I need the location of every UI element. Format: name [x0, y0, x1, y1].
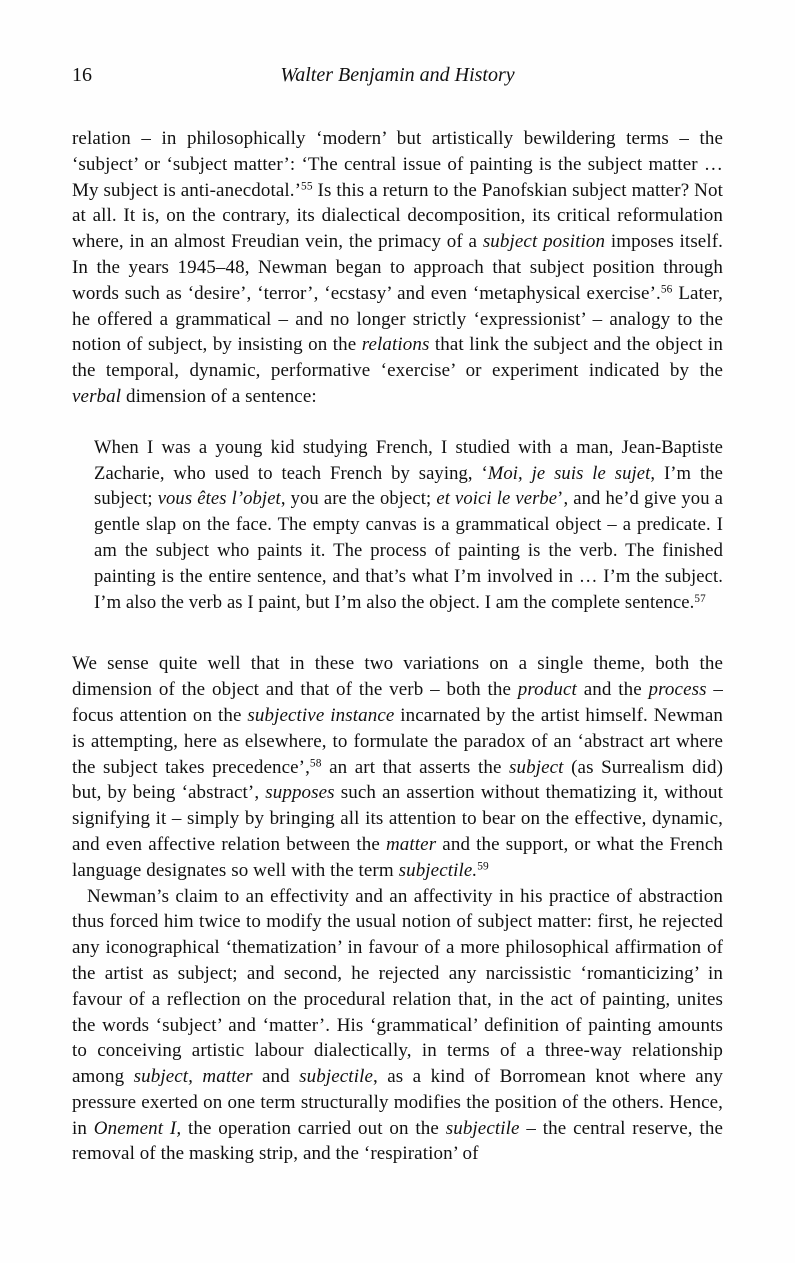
italic-run: subject	[509, 756, 564, 778]
italic-run: process	[648, 679, 707, 701]
italic-run: subjective instance	[247, 704, 395, 726]
text-run: such an assertion without thematizing it, without signifying it – simply by bringing all its attention to bear on the effective, dynamic, and even affective relation between the	[72, 782, 723, 855]
italic-run: relations	[361, 334, 430, 356]
italic-run: Onement I,	[93, 1117, 182, 1139]
footnote-reference: 58	[309, 757, 322, 770]
page-header	[72, 64, 723, 92]
text-run: Is this a return to the Panofskian subject matter? Not at all. It is, on the contrary, its dialectical decomposition, its critical reformulation where, in an almost Freudian vein, the primacy of a	[72, 179, 723, 253]
paragraph	[72, 126, 723, 410]
page-number: 16	[72, 64, 92, 86]
text-run: When I was a young kid studying French, I studied with a man, Jean-Baptiste Zacharie, who used to teach French by saying, ‘	[94, 436, 723, 484]
italic-run: verbal	[72, 385, 122, 407]
text-run: ’, and he’d give you a gentle slap on the face. The empty canvas is a grammatical object – a predicate. I am the subject who paints it. The process of painting is the verb. The finished painting is the entire sentence, and that’s what I’m involved in … I’m the subject. I’m also the verb as I paint, but I’m also the object. I am the complete sentence.	[94, 488, 724, 613]
text-run: and	[252, 1066, 300, 1088]
paragraph	[72, 651, 723, 883]
italic-run: product	[517, 679, 577, 701]
italic-run: subjectile.	[398, 859, 478, 881]
footnote-reference: 56	[660, 283, 673, 296]
italic-run: vous êtes l’objet	[157, 488, 281, 510]
text-run: We sense quite well that in these two variations on a single theme, both the dimension of the object and that of the verb – both the	[72, 653, 723, 701]
text-block	[72, 64, 723, 1167]
italic-run: subjectile	[299, 1066, 373, 1088]
text-run: the operation carried out on the	[181, 1117, 446, 1139]
footnote-reference: 59	[477, 860, 489, 873]
text-run: and the	[576, 679, 649, 701]
italic-run: matter	[202, 1066, 253, 1088]
text-run: , you are the object;	[280, 488, 437, 510]
italic-run: matter	[385, 833, 437, 855]
text-run: (as Surrealism did) but, by being ‘abstract’,	[72, 756, 723, 804]
text-run	[193, 1066, 202, 1087]
italic-run: et voici le verbe	[436, 488, 558, 510]
italic-run: subject,	[133, 1066, 193, 1088]
text-run: Later, he offered a grammatical – and no longer strictly ‘expressionist’ – analogy to the notion of subject, by insisting on the	[72, 282, 723, 356]
running-head: Walter Benjamin and History	[280, 64, 515, 86]
text-run: , I’m the subject;	[94, 462, 723, 510]
text-run: that link the subject and the object in the temporal, dynamic, performative ‘exercise’ or experiment indicated by the	[72, 334, 724, 382]
text-run: , as a kind of Borromean knot where any pressure exerted on one term structurally modifies the position of the others. Hence, in	[72, 1066, 724, 1139]
text-run: – focus attention on the	[72, 679, 723, 726]
text-run: – the central reserve, the removal of the masking strip, and the ‘respiration’ of	[72, 1117, 723, 1165]
text-run: an art that asserts the	[321, 756, 510, 778]
text-run: Newman’s claim to an effectivity and an affectivity in his practice of abstraction thus forced him twice to modify the usual notion of subject matter: first, he rejected any iconographical ‘thematization’ in favour of a more philosophical affirmation of the artist as subject; and second, he rejected any narcissistic ‘romanticizing’ in favour of a reflection on the procedural relation that, in the act of painting, unites the words ‘subject’ and ‘matter’. His ‘grammatical’ definition of painting amounts to conceiving artistic labour dialectically, in terms of a three-way relationship among	[72, 885, 723, 1088]
italic-run: subjectile	[445, 1117, 520, 1139]
page-body	[72, 126, 723, 1167]
italic-run: supposes	[265, 782, 335, 804]
text-run: and the support, or what the French language designates so well with the term	[72, 833, 723, 881]
footnote-reference: 57	[694, 592, 706, 605]
footnote-reference: 55	[301, 180, 313, 193]
italic-run: Moi, je suis le sujet	[487, 462, 651, 484]
block-quote	[94, 435, 723, 616]
text-run: relation – in philosophically ‘modern’ but artistically bewildering terms – the ‘subject’ or ‘subject matter’: ‘The central issue of painting is the subject matter … My subject is anti-anecdotal.’	[72, 128, 723, 201]
italic-run: subject position	[482, 231, 606, 253]
paragraph	[72, 884, 723, 1168]
text-run: imposes itself. In the years 1945–48, Newman began to approach that subject position through words such as ‘desire’, ‘terror’, ‘ecstasy’ and even ‘metaphysical exercise’.	[72, 231, 723, 304]
text-run: dimension of a sentence:	[121, 385, 317, 407]
text-run: incarnated by the artist himself. Newman is attempting, here as elsewhere, to formulate the paradox of an ‘abstract art where the subject takes precedence’,	[72, 704, 723, 778]
